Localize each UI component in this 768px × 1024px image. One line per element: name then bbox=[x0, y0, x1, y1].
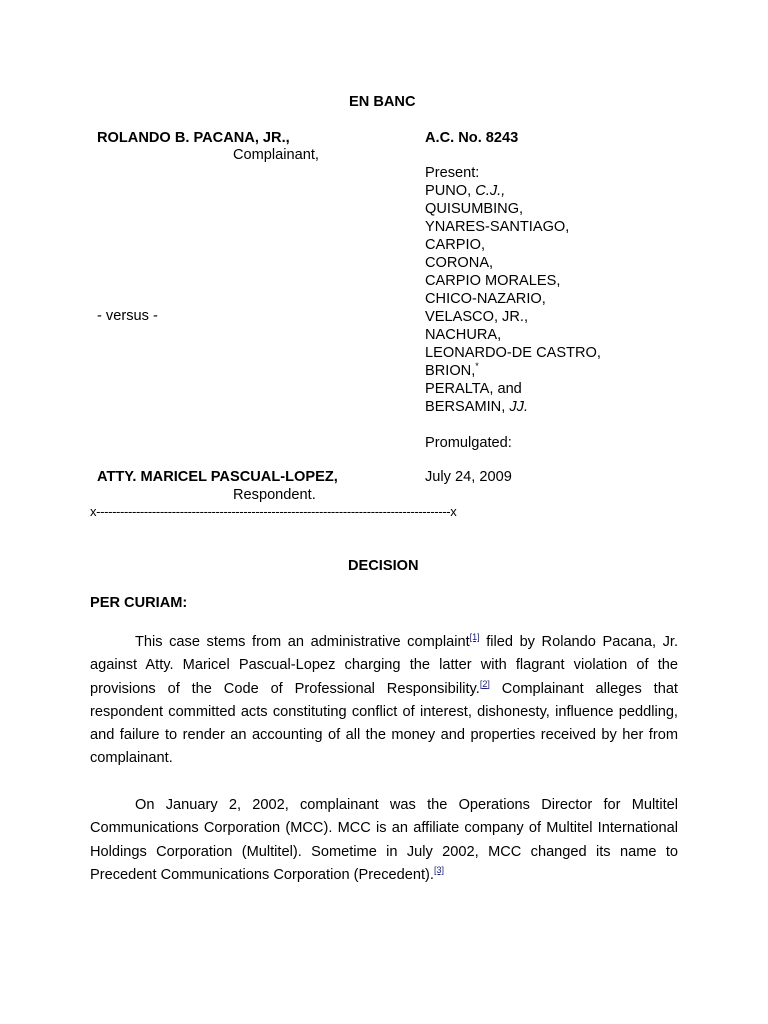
justices-present-list bbox=[425, 164, 601, 452]
brion-footnote-mark[interactable]: * bbox=[475, 361, 479, 371]
promulgated-date: July 24, 2009 bbox=[425, 469, 512, 485]
justice-puno: PUNO, C.J., bbox=[425, 183, 506, 199]
justice-velasco: VELASCO, JR., bbox=[425, 309, 528, 325]
present-label: Present: bbox=[425, 165, 480, 181]
justice-chico-nazario: CHICO-NAZARIO, bbox=[425, 291, 546, 307]
justice-carpio-morales: CARPIO MORALES, bbox=[425, 273, 561, 289]
justice-leonardo-de-castro: LEONARDO-DE CASTRO, bbox=[425, 345, 601, 361]
complainant-name: ROLANDO B. PACANA, JR., bbox=[97, 130, 290, 146]
footnote-link-3[interactable]: [3] bbox=[433, 864, 444, 875]
justice-nachura: NACHURA, bbox=[425, 327, 502, 343]
respondent-role: Respondent. bbox=[233, 487, 316, 503]
per-curiam-heading: PER CURIAM: bbox=[90, 595, 188, 611]
decision-title: DECISION bbox=[348, 558, 419, 574]
justice-ynares-santiago: YNARES-SANTIAGO, bbox=[425, 219, 570, 235]
complainant-role: Complainant, bbox=[233, 147, 319, 163]
justice-bersamin: BERSAMIN, JJ. bbox=[425, 399, 528, 415]
versus-label: - versus - bbox=[97, 308, 158, 324]
footnote-link-1[interactable]: [1] bbox=[469, 632, 480, 642]
justice-carpio: CARPIO, bbox=[425, 237, 486, 253]
justice-peralta: PERALTA, and bbox=[425, 381, 522, 397]
case-number: A.C. No. 8243 bbox=[425, 130, 519, 146]
justice-quisumbing: QUISUMBING, bbox=[425, 201, 524, 217]
promulgated-label: Promulgated: bbox=[425, 435, 512, 451]
court-division-heading: EN BANC bbox=[349, 94, 416, 110]
justice-corona: CORONA, bbox=[425, 255, 494, 271]
justice-brion: BRION,* bbox=[425, 361, 479, 379]
caption-separator: x-----------------------------------------------------------------------------------------x bbox=[90, 504, 457, 519]
footnote-link-2[interactable]: [2] bbox=[479, 678, 490, 689]
paragraph-2: On January 2, 2002, complainant was the Operations Director for Multitel Communications Corporation (MCC). MCC is an affiliate company of Multitel International Holdings Corporation (Multitel). Sometime in July 2002, MCC changed its name to Precedent Communications Corporation (Precedent).[3] bbox=[90, 797, 678, 883]
paragraph-1: This case stems from an administrative complaint[1] filed by Rolando Pacana, Jr. against Atty. Maricel Pascual-Lopez charging the latter with flagrant violation of the provisions of the Code of Professional Responsibility.[2] Complainant alleges that respondent committed acts constituting conflict of interest, dishonesty, influence peddling, and failure to render an accounting of all the money and properties received by her from complainant. bbox=[90, 632, 678, 767]
respondent-name: ATTY. MARICEL PASCUAL-LOPEZ, bbox=[97, 469, 338, 485]
